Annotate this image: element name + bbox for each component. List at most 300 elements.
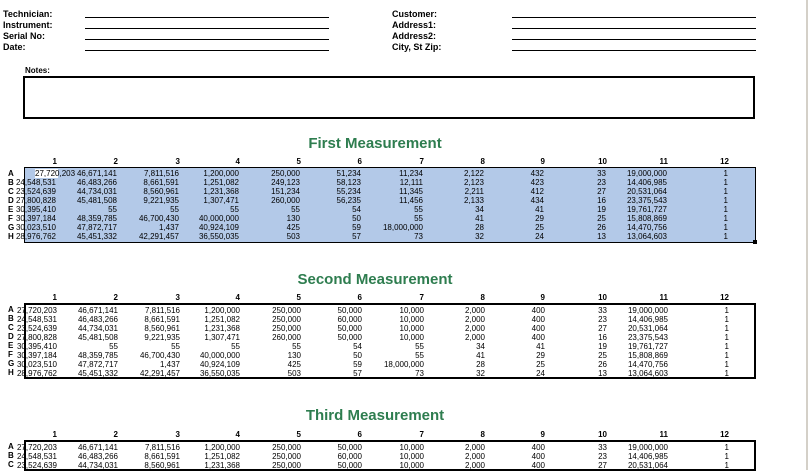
column-header: 2 (113, 293, 118, 302)
table-cell[interactable]: 32 (475, 232, 484, 241)
table-cell[interactable]: 503 (287, 369, 301, 378)
table-cell[interactable]: 19,761,727 (627, 342, 668, 351)
column-header: 1 (52, 430, 57, 439)
table-cell[interactable]: 250,000 (272, 443, 301, 452)
table-cell[interactable]: 425 (287, 360, 301, 369)
table-row (25, 169, 755, 178)
table-cell[interactable]: 2,000 (464, 324, 485, 333)
table-cell[interactable]: 13,064,603 (626, 232, 667, 241)
table-cell[interactable]: 250,000 (272, 324, 301, 333)
column-header: 10 (598, 157, 607, 166)
table-cell[interactable]: 1,251,082 (204, 315, 240, 324)
table-cell[interactable]: 50,000 (337, 324, 362, 333)
table-cell[interactable]: 27,720,203 (16, 443, 57, 452)
table-cell[interactable]: 36,550,035 (199, 369, 240, 378)
table-cell[interactable]: 45,451,332 (76, 232, 117, 241)
table-cell[interactable]: 44,734,031 (77, 324, 118, 333)
table-cell[interactable]: 45,481,508 (77, 333, 118, 342)
table-cell[interactable]: 40,924,109 (199, 360, 240, 369)
table-row (15, 232, 755, 241)
table-cell[interactable]: 2,000 (464, 452, 485, 461)
header-input-line[interactable] (512, 28, 756, 29)
table-cell[interactable]: 36,550,035 (198, 232, 239, 241)
table-cell[interactable]: 46,671,141 (77, 443, 118, 452)
table-cell[interactable]: 28,976,762 (16, 369, 57, 378)
table-cell[interactable]: 2,133 (463, 196, 484, 205)
table-cell[interactable]: 10,000 (399, 324, 424, 333)
table-cell[interactable]: 19,000,000 (627, 306, 668, 315)
header-input-line[interactable] (512, 39, 756, 40)
table-cell[interactable]: 1 (724, 306, 729, 315)
table-row (15, 178, 755, 187)
table-cell[interactable]: 44,734,031 (77, 461, 118, 470)
table-cell[interactable]: 41 (536, 342, 545, 351)
header-input-line[interactable] (85, 50, 329, 51)
table-cell[interactable]: 400 (531, 333, 545, 342)
table-cell[interactable]: 58,123 (336, 178, 361, 187)
table-cell[interactable]: 30,397,184 (15, 214, 56, 223)
table-cell[interactable]: 46,483,266 (76, 178, 117, 187)
table-cell[interactable]: 57 (353, 369, 362, 378)
table-cell[interactable]: 51,234 (336, 169, 361, 178)
column-header: 7 (419, 293, 424, 302)
table-cell[interactable]: 47,872,717 (77, 360, 118, 369)
table-cell[interactable]: 48,359,785 (76, 214, 117, 223)
table-cell[interactable]: 46,671,141 (76, 169, 117, 178)
table-cell[interactable]: 7,811,516 (145, 306, 180, 315)
row-label: F (8, 214, 13, 223)
table-cell[interactable]: 19,761,727 (626, 205, 667, 214)
table-cell[interactable]: 27,800,828 (16, 333, 57, 342)
table-cell[interactable]: 55 (170, 205, 179, 214)
table-cell[interactable]: 60,000 (337, 315, 362, 324)
table-cell[interactable]: 2,122 (463, 169, 484, 178)
table-cell[interactable]: 1 (724, 443, 729, 452)
table-cell[interactable]: 503 (286, 232, 300, 241)
table-cell[interactable]: 27,720,203 (16, 306, 57, 315)
table-cell[interactable]: 23,524,639 (16, 461, 57, 470)
table-cell[interactable]: 55 (291, 205, 300, 214)
table-cell[interactable]: 19 (597, 205, 606, 214)
table-cell[interactable]: 13,064,603 (627, 369, 668, 378)
table-cell[interactable]: 1,200,000 (204, 306, 240, 315)
table-cell[interactable]: 15,808,869 (627, 351, 668, 360)
row-label: A (8, 169, 14, 178)
table-cell[interactable]: 50 (353, 351, 362, 360)
table-cell[interactable]: 250,000 (272, 461, 301, 470)
table-cell[interactable]: 2,211 (464, 187, 484, 196)
table-row (15, 214, 755, 223)
table-cell[interactable]: 25 (598, 351, 607, 360)
table-cell[interactable]: 400 (531, 324, 545, 333)
table-cell[interactable]: 25 (597, 214, 606, 223)
table-cell[interactable]: 10,000 (399, 333, 424, 342)
table-cell[interactable]: 1 (724, 315, 729, 324)
table-cell[interactable]: 260,000 (271, 196, 300, 205)
table-cell[interactable]: 23,524,639 (16, 324, 57, 333)
table-row (16, 324, 754, 333)
table-cell[interactable]: 46,700,430 (139, 351, 180, 360)
table-cell[interactable]: 24 (536, 369, 545, 378)
table-cell[interactable]: 13 (598, 369, 607, 378)
table-cell[interactable]: 2,000 (464, 443, 485, 452)
row-label: H (8, 368, 14, 377)
column-header: 4 (235, 157, 240, 166)
table-cell[interactable]: 48,359,785 (77, 351, 118, 360)
column-header: 12 (720, 430, 729, 439)
table-cell[interactable]: 46,483,266 (77, 315, 118, 324)
table-cell[interactable]: 1,437 (158, 223, 179, 232)
table-cell[interactable]: 50,000 (337, 461, 362, 470)
table-cell[interactable]: 41 (475, 214, 484, 223)
table-cell[interactable]: 42,291,457 (138, 232, 179, 241)
table-cell[interactable]: 1,251,082 (203, 178, 239, 187)
table-cell[interactable]: 55 (230, 205, 239, 214)
table-cell[interactable]: 47,872,717 (76, 223, 117, 232)
active-cell[interactable]: 27,720,203 (35, 169, 76, 178)
table-cell[interactable]: 250,000 (271, 169, 300, 178)
table-cell[interactable]: 25 (535, 223, 544, 232)
table-cell[interactable]: 13 (597, 232, 606, 241)
header-label: City, St Zip: (392, 42, 442, 52)
table-cell[interactable]: 54 (353, 342, 362, 351)
table-cell[interactable]: 412 (530, 187, 544, 196)
row-label: G (8, 223, 15, 232)
table-cell[interactable]: 1 (724, 452, 729, 461)
table-cell[interactable]: 23,375,543 (626, 196, 667, 205)
table-cell[interactable]: 2,000 (464, 315, 485, 324)
table-cell[interactable]: 40,924,109 (198, 223, 239, 232)
table-cell[interactable]: 57 (352, 232, 361, 241)
table-cell[interactable]: 27 (598, 324, 607, 333)
table-row (15, 187, 755, 196)
row-label: D (8, 196, 14, 205)
row-label: A (8, 305, 14, 314)
table-cell[interactable]: 425 (286, 223, 300, 232)
table-cell[interactable]: 55 (108, 205, 117, 214)
section-title: First Measurement (308, 135, 442, 152)
column-header: 6 (357, 430, 362, 439)
table-cell[interactable]: 44,734,031 (76, 187, 117, 196)
notes-label: Notes: (25, 66, 50, 75)
table-cell[interactable]: 46,700,430 (138, 214, 179, 223)
table-cell[interactable]: 2,123 (463, 178, 484, 187)
row-label: C (8, 323, 14, 332)
table-cell[interactable]: 400 (531, 443, 545, 452)
table-cell[interactable]: 250,000 (272, 315, 301, 324)
table-cell[interactable]: 19,000,000 (627, 443, 668, 452)
table-cell[interactable]: 25 (536, 360, 545, 369)
table-cell[interactable]: 2,000 (464, 461, 485, 470)
table-cell[interactable]: 7,811,516 (144, 169, 179, 178)
table-cell[interactable]: 55 (292, 342, 301, 351)
table-cell[interactable]: 34 (475, 205, 484, 214)
table-cell[interactable]: 20,531,064 (626, 187, 667, 196)
table-cell[interactable]: 130 (287, 351, 301, 360)
row-label: A (8, 442, 14, 451)
table-cell[interactable]: 30,395,410 (16, 342, 57, 351)
table-cell[interactable]: 55,234 (336, 187, 361, 196)
table-cell[interactable]: 1 (723, 223, 728, 232)
table-cell[interactable]: 10,000 (399, 315, 424, 324)
table-cell[interactable]: 432 (530, 169, 544, 178)
table-cell[interactable]: 400 (531, 306, 545, 315)
table-cell[interactable]: 1 (723, 214, 728, 223)
table-cell[interactable]: 1 (724, 360, 729, 369)
table-cell[interactable]: 30,395,410 (15, 205, 56, 214)
column-header: 3 (175, 157, 180, 166)
table-cell[interactable]: 45,451,332 (77, 369, 118, 378)
table-cell[interactable]: 41 (476, 351, 485, 360)
table-cell[interactable]: 50,000 (337, 333, 362, 342)
header-input-line[interactable] (85, 39, 329, 40)
section-title: Third Measurement (305, 407, 445, 424)
table-cell[interactable]: 14,470,756 (627, 360, 668, 369)
table-cell[interactable]: 34 (476, 342, 485, 351)
table-cell[interactable]: 10,000 (399, 452, 424, 461)
table-cell[interactable]: 33 (598, 443, 607, 452)
table-cell[interactable]: 1 (724, 461, 729, 470)
table-cell[interactable]: 11,345 (399, 187, 423, 196)
table-cell[interactable]: 24,548,531 (16, 452, 57, 461)
table-row (16, 369, 754, 378)
table-cell[interactable]: 434 (530, 196, 544, 205)
table-cell[interactable]: 16 (597, 196, 606, 205)
table-cell[interactable]: 30,023,510 (16, 360, 57, 369)
header-input-line[interactable] (85, 17, 329, 18)
table-cell[interactable]: 55 (414, 205, 423, 214)
column-header: 7 (419, 157, 424, 166)
table-cell[interactable]: 19 (598, 342, 607, 351)
table-cell[interactable]: 1,251,082 (204, 452, 240, 461)
row-label: B (8, 451, 14, 460)
table-cell[interactable]: 33 (597, 169, 606, 178)
table-cell[interactable]: 41 (535, 205, 544, 214)
table-cell[interactable]: 11,234 (399, 169, 423, 178)
table-cell[interactable]: 1 (724, 342, 729, 351)
table-cell[interactable]: 50,000 (337, 443, 362, 452)
table-cell[interactable]: 130 (286, 214, 300, 223)
table-cell[interactable]: 249,123 (271, 178, 300, 187)
table-cell[interactable]: 27 (598, 461, 607, 470)
table-cell[interactable]: 400 (531, 315, 545, 324)
table-cell[interactable]: 18,000,000 (382, 223, 423, 232)
table-cell[interactable]: 1,200,000 (203, 169, 239, 178)
table-cell[interactable]: 1 (723, 178, 728, 187)
table-cell[interactable]: 16 (598, 333, 607, 342)
table-cell[interactable]: 8,560,961 (144, 324, 180, 333)
table-cell[interactable]: 27,800,828 (15, 196, 56, 205)
table-cell[interactable]: 45,481,508 (76, 196, 117, 205)
table-cell[interactable]: 24 (535, 232, 544, 241)
table-cell[interactable]: 46,483,266 (77, 452, 118, 461)
table-cell[interactable]: 7,811,516 (145, 443, 180, 452)
row-label: E (8, 341, 14, 350)
header-input-line[interactable] (85, 28, 329, 29)
table-cell[interactable]: 40,000,000 (198, 214, 239, 223)
table-cell[interactable]: 8,560,961 (144, 461, 180, 470)
table-cell[interactable]: 1,231,368 (204, 324, 240, 333)
selected-data-grid[interactable] (15, 167, 756, 243)
table-cell[interactable]: 40,000,000 (199, 351, 240, 360)
header-input-line[interactable] (512, 50, 756, 51)
column-header-row (0, 293, 808, 302)
table-cell[interactable]: 24,548,531 (15, 178, 56, 187)
table-cell[interactable]: 10,000 (399, 461, 424, 470)
table-cell[interactable]: 73 (414, 232, 423, 241)
table-cell[interactable]: 30,023,510 (15, 223, 56, 232)
table-cell[interactable]: 1 (724, 324, 729, 333)
row-label: F (8, 350, 13, 359)
table-cell[interactable]: 50 (352, 214, 361, 223)
table-cell[interactable]: 14,470,756 (626, 223, 667, 232)
table-cell[interactable]: 55 (171, 342, 180, 351)
table-cell[interactable]: 55 (231, 342, 240, 351)
table-cell[interactable]: 54 (352, 205, 361, 214)
table-cell[interactable]: 8,560,961 (143, 187, 179, 196)
header-input-line[interactable] (512, 17, 756, 18)
table-cell[interactable]: 8,661,591 (144, 315, 180, 324)
header-label: Address2: (392, 31, 437, 41)
column-header: 6 (357, 293, 362, 302)
column-header: 12 (720, 293, 729, 302)
table-cell[interactable]: 14,406,985 (627, 315, 668, 324)
table-cell[interactable]: 1 (723, 205, 728, 214)
table-cell[interactable]: 29 (535, 214, 544, 223)
table-cell[interactable]: 55 (415, 351, 424, 360)
table-cell[interactable]: 423 (530, 178, 544, 187)
table-cell[interactable]: 1 (724, 351, 729, 360)
table-cell[interactable]: 14,406,985 (626, 178, 667, 187)
table-cell[interactable]: 1,231,368 (203, 187, 239, 196)
table-cell[interactable]: 1,231,368 (204, 461, 240, 470)
table-cell[interactable]: 1 (723, 187, 728, 196)
column-header: 7 (419, 430, 424, 439)
table-cell[interactable]: 1,307,471 (203, 196, 239, 205)
table-cell[interactable]: 19,000,000 (626, 169, 667, 178)
column-header: 9 (540, 157, 545, 166)
notes-box[interactable] (23, 76, 755, 119)
table-cell[interactable]: 23 (598, 452, 607, 461)
table-cell[interactable]: 1 (724, 369, 729, 378)
header-label: Serial No: (3, 31, 46, 41)
table-row (16, 342, 754, 351)
table-cell[interactable]: 20,531,064 (627, 461, 668, 470)
table-cell[interactable]: 29 (536, 351, 545, 360)
table-cell[interactable]: 28,976,762 (15, 232, 56, 241)
table-cell[interactable]: 23 (598, 315, 607, 324)
table-cell[interactable]: 55 (414, 214, 423, 223)
table-cell[interactable]: 32 (476, 369, 485, 378)
table-cell[interactable]: 11,456 (399, 196, 423, 205)
table-cell[interactable]: 400 (531, 452, 545, 461)
header-label: Address1: (392, 20, 437, 30)
table-cell[interactable]: 250,000 (272, 452, 301, 461)
table-cell[interactable]: 2,000 (464, 333, 485, 342)
table-cell[interactable]: 50,000 (337, 306, 362, 315)
table-cell[interactable]: 26 (598, 360, 607, 369)
table-cell[interactable]: 1,200,000 (204, 443, 240, 452)
table-cell[interactable]: 33 (598, 306, 607, 315)
table-cell[interactable]: 23,524,639 (15, 187, 56, 196)
table-cell[interactable]: 1 (723, 196, 728, 205)
table-cell[interactable]: 30,397,184 (16, 351, 57, 360)
table-cell[interactable]: 60,000 (337, 452, 362, 461)
table-row (16, 306, 754, 315)
table-cell[interactable]: 15,808,869 (626, 214, 667, 223)
table-cell[interactable]: 59 (353, 360, 362, 369)
header-label: Customer: (392, 9, 438, 19)
table-cell[interactable]: 23 (597, 178, 606, 187)
fill-handle[interactable] (753, 240, 757, 244)
table-cell[interactable]: 56,235 (336, 196, 361, 205)
table-cell[interactable]: 151,234 (271, 187, 300, 196)
table-cell[interactable]: 400 (531, 461, 545, 470)
column-header: 5 (296, 157, 301, 166)
table-cell[interactable]: 28 (475, 223, 484, 232)
table-cell[interactable]: 55 (109, 342, 118, 351)
header-label: Date: (3, 42, 26, 52)
table-cell[interactable]: 14,406,985 (627, 452, 668, 461)
table-cell[interactable]: 42,291,457 (139, 369, 180, 378)
column-header: 11 (659, 430, 668, 439)
table-cell[interactable]: 55 (415, 342, 424, 351)
data-grid[interactable] (16, 440, 756, 471)
table-cell[interactable]: 1 (723, 232, 728, 241)
column-header: 6 (357, 157, 362, 166)
column-header: 11 (659, 157, 668, 166)
table-cell[interactable]: 23,375,543 (627, 333, 668, 342)
column-header: 5 (296, 293, 301, 302)
table-cell[interactable]: 260,000 (272, 333, 301, 342)
table-cell[interactable]: 2,000 (464, 306, 485, 315)
table-cell[interactable]: 8,661,591 (144, 452, 180, 461)
column-header: 10 (598, 293, 607, 302)
table-row (16, 333, 754, 342)
column-header: 8 (480, 157, 485, 166)
table-cell[interactable]: 20,531,064 (627, 324, 668, 333)
table-cell[interactable]: 24,548,531 (16, 315, 57, 324)
table-cell[interactable]: 46,671,141 (77, 306, 118, 315)
table-cell[interactable]: 10,000 (399, 443, 424, 452)
table-cell[interactable]: 1 (724, 333, 729, 342)
table-cell[interactable]: 9,221,935 (144, 333, 180, 342)
table-cell[interactable]: 8,661,591 (143, 178, 179, 187)
column-header: 11 (659, 293, 668, 302)
row-label: B (8, 314, 14, 323)
table-cell[interactable]: 1,307,471 (204, 333, 240, 342)
table-cell[interactable]: 1,437 (159, 360, 180, 369)
table-row (16, 360, 754, 369)
table-cell[interactable]: 9,221,935 (143, 196, 179, 205)
table-cell[interactable]: 26 (597, 223, 606, 232)
column-header: 5 (296, 430, 301, 439)
table-row (16, 315, 754, 324)
table-cell[interactable]: 10,000 (399, 306, 424, 315)
table-cell[interactable]: 250,000 (272, 306, 301, 315)
table-row (16, 443, 754, 452)
table-cell[interactable]: 59 (352, 223, 361, 232)
table-cell[interactable]: 27 (597, 187, 606, 196)
table-cell[interactable]: 18,000,000 (383, 360, 424, 369)
table-cell[interactable]: 28 (476, 360, 485, 369)
table-cell[interactable]: 12,111 (399, 178, 423, 187)
data-grid[interactable] (16, 303, 756, 379)
column-header: 1 (52, 157, 57, 166)
table-cell[interactable]: 73 (415, 369, 424, 378)
table-cell[interactable]: 1 (723, 169, 728, 178)
row-label: E (8, 205, 14, 214)
